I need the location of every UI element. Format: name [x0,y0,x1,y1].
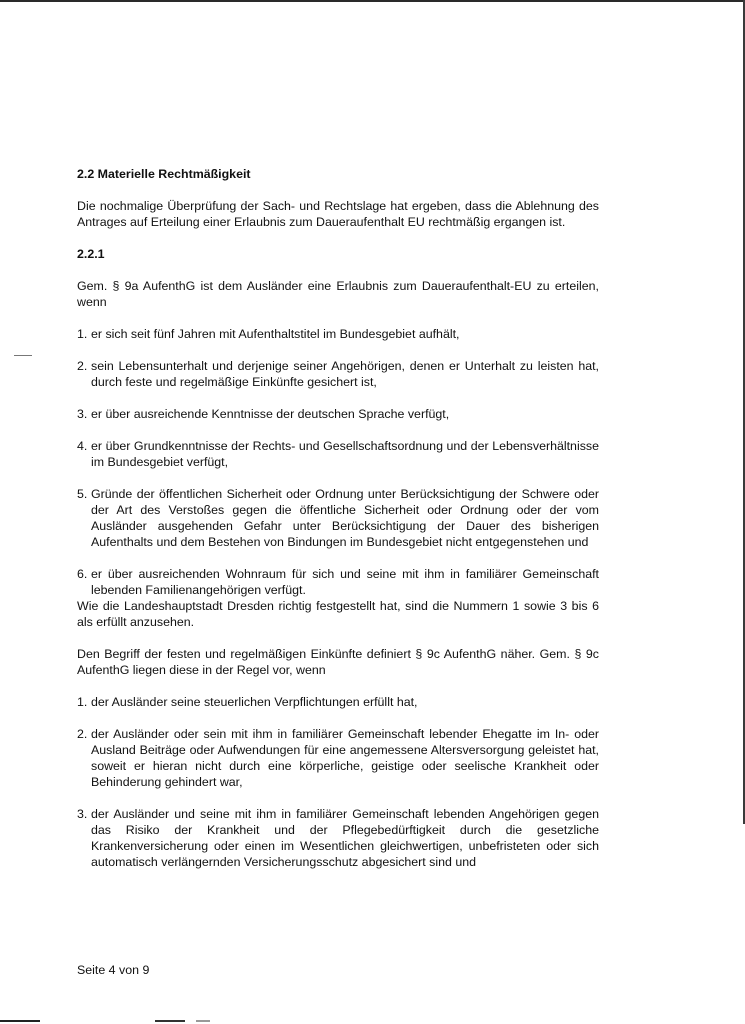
list-item [77,406,599,422]
list-item [77,486,599,550]
list-item-number: 1. [77,327,88,341]
list-item-text: der Ausländer seine steuerlichen Verpflichtungen erfüllt hat, [91,695,418,709]
list-item [77,806,599,870]
list-item-text: sein Lebensunterhalt und derjenige seiner Angehörigen, denen er Unterhalt zu leisten hat, durch feste und regelmäßige Einkünfte gesichert ist, [91,359,599,389]
subsection-heading: 2.2.1 [77,247,105,261]
document-body [77,166,599,870]
section-intro: Die nochmalige Überprüfung der Sach- und Rechtslage hat ergeben, dass die Ablehnung des Antrages auf Erteilung einer Erlaubnis zum Daueraufenthalt EU rechtmäßig ergangen ist. [77,199,599,229]
list-item-number: 1. [77,695,88,709]
scan-artifact-mark [155,1020,185,1022]
page-number: Seite 4 von 9 [77,963,150,977]
list-item-text: er über Grundkenntnisse der Rechts- und Gesellschaftsordnung und der Lebensverhältnisse im Bundesgebiet verfügt, [91,439,599,469]
list-item [77,358,599,390]
list-item [77,726,599,790]
list-item [77,438,599,470]
list-item-number: 3. [77,407,88,421]
list-item-text: er über ausreichenden Wohnraum für sich und seine mit ihm in familiärer Gemeinschaft lebenden Familienangehörigen verfügt. [91,567,599,597]
list-item [77,694,599,710]
list-item [77,566,599,598]
list-item-number: 5. [77,487,88,501]
scan-artifact-mark [0,1020,40,1022]
list-item-number: 3. [77,807,88,821]
list-item-text: Gründe der öffentlichen Sicherheit oder Ordnung unter Berücksichtigung der Schwere oder der Art des Verstoßes gegen die öffentliche Sicherheit oder Ordnung oder der vom Ausländer ausgehenden Gefahr unter Berücksichtigung der Dauer des bisherigen Aufenthalts und dem Bestehen von Bindungen im Bundesgebiet nicht entgegenstehen und [91,487,599,549]
list-item-text: er über ausreichende Kenntnisse der deutschen Sprache verfügt, [91,407,450,421]
scan-edge-top [0,0,745,2]
requirements-list [77,326,599,598]
list-item-text: der Ausländer oder sein mit ihm in familiärer Gemeinschaft lebender Ehegatte im In- oder Ausland Beiträge oder Aufwendungen für eine angemessene Altersversorgung geleistet hat, soweit er hieran nicht durch eine körperliche, geistige oder seelische Krankheit oder Behinderung gehindert war, [91,727,599,789]
list-item [77,326,599,342]
list-item-number: 2. [77,359,88,373]
income-lead: Den Begriff der festen und regelmäßigen Einkünfte definiert § 9c AufenthG näher. Gem. § 9c AufenthG liegen diese in der Regel vor, wenn [77,647,599,677]
finding-paragraph: Wie die Landeshauptstadt Dresden richtig festgestellt hat, sind die Nummern 1 sowie 3 bis 6 als erfüllt anzusehen. [77,599,599,629]
subsection-lead: Gem. § 9a AufenthG ist dem Ausländer eine Erlaubnis zum Daueraufenthalt-EU zu erteilen, wenn [77,279,599,309]
scan-artifact-mark [196,1020,210,1022]
list-item-number: 6. [77,567,88,581]
list-item-number: 4. [77,439,88,453]
list-item-number: 2. [77,727,88,741]
list-item-text: er sich seit fünf Jahren mit Aufenthaltstitel im Bundesgebiet aufhält, [91,327,460,341]
income-criteria-list [77,694,599,870]
list-item-text: der Ausländer und seine mit ihm in familiärer Gemeinschaft lebenden Angehörigen gegen das Risiko der Krankheit und der Pflegebedürftigkeit durch die gesetzliche Krankenversicherung oder einen im Wesentlichen gleichwertigen, unbefristeten oder sich automatisch verlängernden Versicherungsschutz abgesichert sind und [91,807,599,869]
margin-mark [14,355,32,356]
section-heading: 2.2 Materielle Rechtmäßigkeit [77,167,251,181]
